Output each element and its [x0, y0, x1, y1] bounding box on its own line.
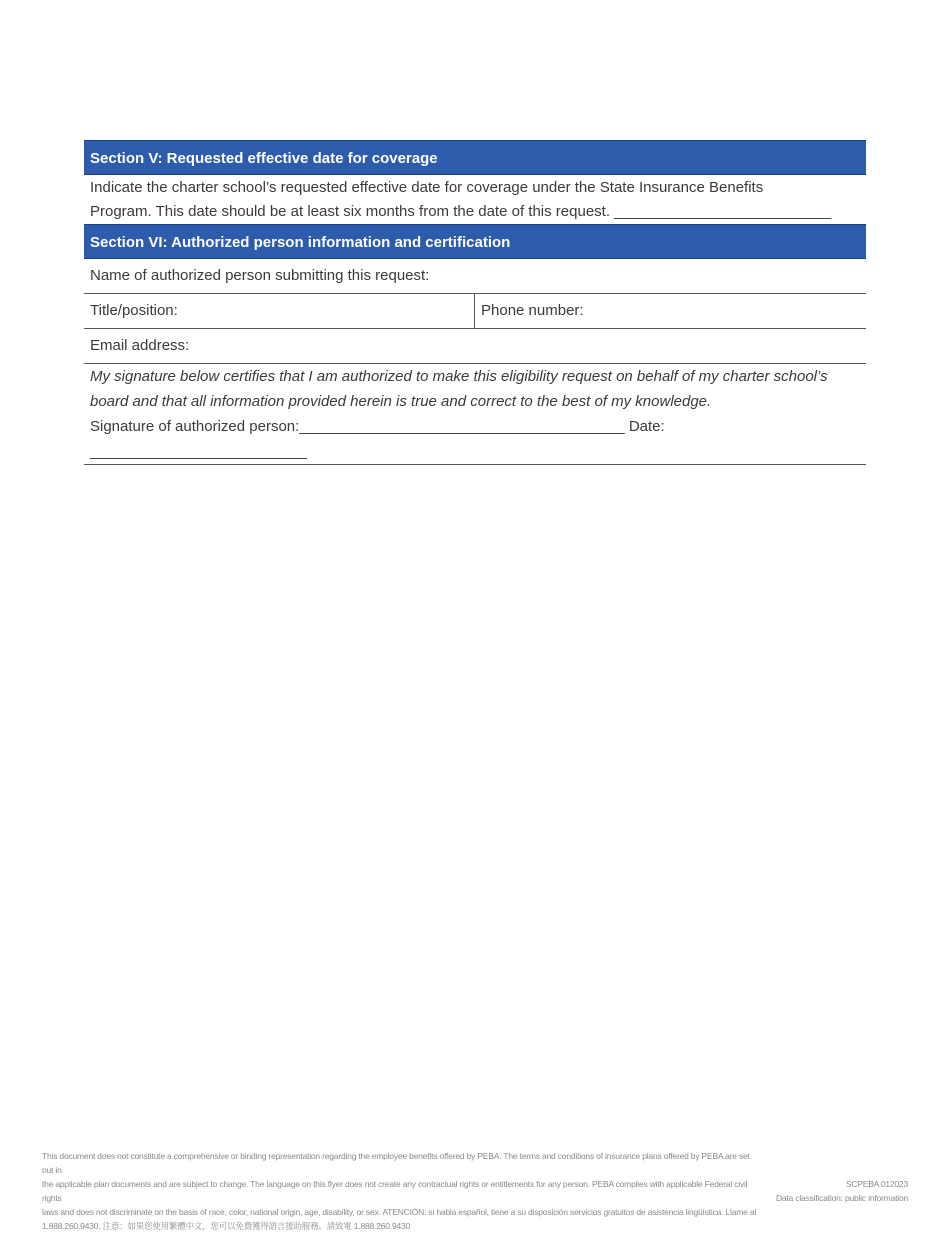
footer-disclaimer: [42, 1149, 762, 1233]
disclaimer-line-1: This document does not constitute a comprehensive or binding representation regarding the employee benefits offered by PEBA. The terms and conditions of insurance plans offered by PEBA are set out in: [42, 1151, 750, 1175]
email-row: [84, 329, 866, 364]
signature-field[interactable]: _______________________________________: [299, 418, 625, 435]
disclaimer-line-4: 1.888.260.9430. 注意：如果您使用繁體中文，您可以免費獲得語言援助服務。請致電 1.888.260.9430: [42, 1221, 411, 1231]
email-address-label: Email address:: [90, 337, 190, 354]
phone-number-label: Phone number:: [481, 302, 584, 319]
certification-line-1: My signature below certifies that I am authorized to make this eligibility request on behalf of my charter school’s: [90, 368, 828, 385]
certification-block: [84, 364, 866, 465]
phone-number-field[interactable]: [475, 294, 866, 328]
signature-date-label: Date:: [628, 418, 665, 435]
email-address-field[interactable]: [84, 329, 866, 363]
disclaimer-line-3: laws and does not discriminate on the basis of race, color, national origin, age, disability, or sex. ATENCIÓN: si habla español, tiene a su disposición servicios gratuitos de asistencia lingüística. Llame al: [42, 1207, 757, 1217]
section-v-header: Section V: Requested effective date for coverage: [84, 140, 866, 175]
certification-line-2: board and that all information provided herein is true and correct to the best of my knowledge.: [90, 393, 712, 410]
effective-date-instructions: [84, 175, 866, 224]
form-sections: [84, 140, 866, 465]
footer-meta: [776, 1177, 908, 1205]
instructions-line-2: [90, 200, 860, 224]
disclaimer-line-2: the applicable plan documents and are subject to change. The language on this flyer does not create any contractual rights or entitlements for any person. PEBA complies with applicable Federal civil rights: [42, 1179, 748, 1203]
authorized-name-field[interactable]: [84, 259, 866, 293]
instructions-line-2-text: Program. This date should be at least six months from the date of this request.: [90, 203, 610, 220]
instructions-line-1: Indicate the charter school’s requested effective date for coverage under the State Insurance Benefits: [90, 179, 764, 196]
form-code: SCPEBA 012023: [845, 1179, 908, 1189]
authorized-name-row: [84, 259, 866, 294]
effective-date-field[interactable]: __________________________: [614, 203, 832, 220]
title-position-label: Title/position:: [90, 302, 178, 319]
title-phone-row: [84, 294, 866, 329]
signature-label: Signature of authorized person:: [90, 418, 300, 435]
signature-line: [90, 414, 860, 464]
data-classification: Data classification: public information: [775, 1193, 908, 1203]
section-vi-header: Section VI: Authorized person information and certification: [84, 224, 866, 259]
title-position-field[interactable]: [84, 294, 475, 328]
authorized-name-label: Name of authorized person submitting this request:: [90, 267, 430, 284]
signature-date-field[interactable]: __________________________: [90, 443, 307, 460]
